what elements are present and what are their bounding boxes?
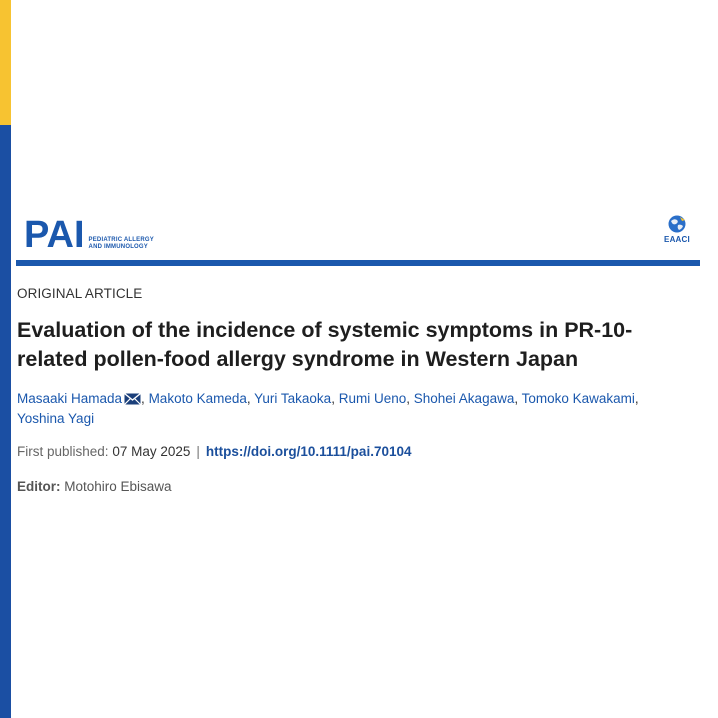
author-separator: , bbox=[141, 391, 149, 406]
journal-logo-subtitle-line1: PEDIATRIC ALLERGY bbox=[88, 237, 154, 243]
article-type: ORIGINAL ARTICLE bbox=[17, 286, 143, 301]
header-rule bbox=[16, 260, 700, 266]
author-separator: , bbox=[331, 391, 339, 406]
envelope-icon[interactable] bbox=[124, 393, 141, 405]
first-published-date: 07 May 2025 bbox=[112, 444, 191, 459]
society-logo-text: EAACI bbox=[664, 235, 690, 244]
article-title: Evaluation of the incidence of systemic symptoms in PR-10-related pollen-food allergy syndrome in Western Japan bbox=[17, 318, 633, 371]
author-separator: , bbox=[246, 391, 255, 406]
author-separator: , bbox=[514, 391, 522, 406]
author-link[interactable]: Rumi Ueno bbox=[338, 391, 407, 406]
editor-name: Motohiro Ebisawa bbox=[64, 479, 172, 494]
globe-icon bbox=[666, 214, 688, 234]
author-link[interactable]: Yoshina Yagi bbox=[17, 411, 95, 426]
author-link[interactable]: Tomoko Kawakami bbox=[521, 391, 635, 406]
editor-label: Editor: bbox=[17, 479, 61, 494]
journal-logo[interactable] bbox=[24, 216, 154, 254]
side-accent-yellow bbox=[0, 0, 11, 125]
journal-header bbox=[16, 210, 700, 266]
author-link[interactable]: Makoto Kameda bbox=[148, 391, 247, 406]
author-separator: , bbox=[406, 391, 414, 406]
society-logo[interactable] bbox=[660, 214, 694, 244]
author-link[interactable]: Shohei Akagawa bbox=[413, 391, 515, 406]
journal-logo-subtitle bbox=[89, 237, 154, 251]
doi-link[interactable]: https://doi.org/10.1111/pai.70104 bbox=[205, 444, 412, 459]
first-published-label: First published: bbox=[17, 444, 109, 459]
journal-logo-letters: PAI bbox=[24, 214, 85, 256]
side-accent-blue bbox=[0, 125, 11, 718]
journal-logo-subtitle-line2: AND IMMUNOLOGY bbox=[88, 244, 148, 250]
publication-info bbox=[17, 444, 411, 459]
author-link[interactable]: Masaaki Hamada bbox=[17, 391, 123, 406]
author-link[interactable]: Yuri Takaoka bbox=[254, 391, 332, 406]
author-separator: , bbox=[634, 391, 639, 406]
editor-info bbox=[17, 479, 172, 494]
author-list bbox=[17, 389, 689, 429]
publication-divider: | bbox=[196, 444, 200, 459]
